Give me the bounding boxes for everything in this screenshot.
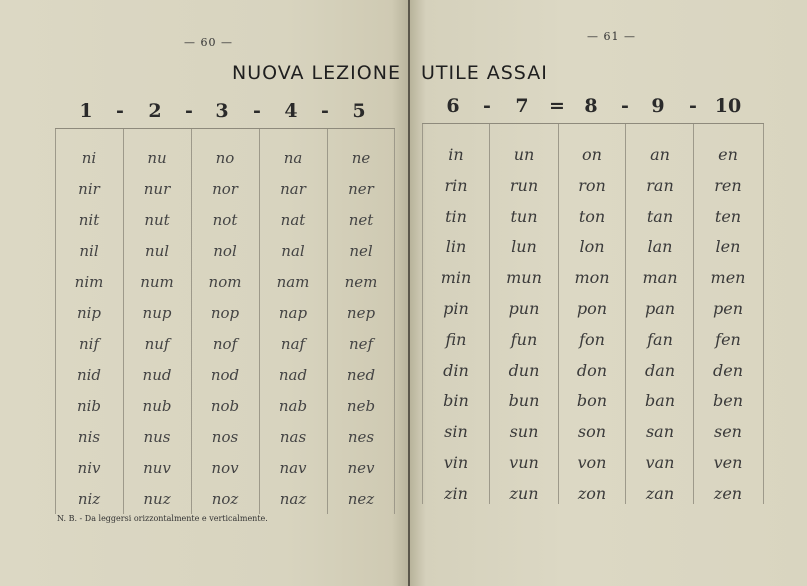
syllable-cell: nat (280, 211, 306, 229)
syllable-cell: nus (143, 428, 171, 446)
syllable-cell: nap (278, 304, 308, 322)
syllable-cell: bin (443, 391, 469, 411)
column-number: 7 (515, 95, 529, 117)
column-number: 3 (215, 100, 229, 122)
column-number: - (321, 100, 329, 122)
syllable-cell: den (712, 360, 743, 380)
syllable-cell: son (577, 422, 607, 442)
title-left: NUOVA LEZIONE (232, 62, 401, 84)
syllable-cell: nal (281, 242, 305, 260)
syllable-cell: sun (509, 422, 539, 442)
syllable-cell: ron (578, 175, 606, 195)
syllable-cell: nir (78, 180, 100, 198)
syllable-cell: ren (714, 175, 742, 195)
syllable-cell: dun (508, 360, 540, 380)
syllable-cell: nam (276, 273, 310, 291)
syllable-cell: lun (511, 237, 537, 257)
syllable-cell: pin (443, 299, 469, 318)
syllable-cell: nud (142, 366, 172, 384)
column-divider (191, 129, 192, 514)
column-divider (489, 124, 490, 504)
syllable-cell: von (577, 453, 607, 472)
syllable-cell: ni (81, 149, 97, 167)
syllable-cell: na (283, 149, 303, 167)
syllable-cell: ran (646, 175, 674, 195)
column-number: - (116, 100, 124, 122)
footnote: N. B. - Da leggersi orizzontalmente e verticalmente. (57, 514, 268, 523)
syllable-cell: fin (445, 329, 467, 349)
column-number: - (185, 100, 193, 122)
syllable-cell: neb (346, 397, 376, 415)
syllable-cell: on (582, 145, 602, 164)
syllable-cell: ten (714, 206, 742, 226)
syllable-table-left (55, 128, 395, 514)
syllable-cell: nev (347, 459, 375, 477)
syllable-cell: nor (212, 180, 238, 198)
syllable-cell: man (642, 268, 678, 288)
column-divider (123, 129, 124, 514)
syllable-cell: nur (143, 180, 171, 198)
syllable-cell: nep (346, 304, 376, 322)
syllable-cell: ven (713, 453, 743, 472)
syllable-cell: naf (280, 335, 306, 353)
column-divider (422, 124, 423, 504)
syllable-cell: nem (344, 273, 378, 291)
syllable-cell: nof (212, 335, 238, 353)
syllable-cell: rin (444, 175, 468, 195)
syllable-cell: fon (579, 329, 605, 349)
syllable-cell: nom (208, 273, 242, 291)
column-number: 4 (284, 100, 298, 122)
syllable-cell: nid (76, 366, 102, 384)
syllable-cell: tin (445, 206, 467, 226)
right-page (410, 0, 807, 586)
syllable-cell: nav (279, 459, 307, 477)
syllable-cell: bon (576, 391, 608, 411)
syllable-cell: run (509, 175, 539, 195)
syllable-cell: sin (444, 422, 468, 442)
column-divider (625, 124, 626, 504)
syllable-cell: naz (279, 490, 307, 508)
column-number: 6 (446, 95, 460, 117)
syllable-cell: nip (76, 304, 102, 322)
syllable-cell: ban (644, 391, 676, 411)
syllable-cell: zun (509, 483, 539, 503)
syllable-cell: pun (508, 299, 540, 318)
syllable-cell: ton (578, 206, 606, 226)
syllable-cell: nil (79, 242, 99, 260)
syllable-cell: ner (348, 180, 374, 198)
syllable-cell: not (212, 211, 238, 229)
syllable-cell: lan (647, 237, 673, 257)
syllable-cell: nad (278, 366, 308, 384)
syllable-cell: ben (712, 391, 743, 411)
syllable-cell: en (718, 145, 738, 164)
syllable-cell: niz (77, 490, 101, 508)
syllable-cell: fen (715, 329, 741, 349)
syllable-cell: nif (78, 335, 99, 353)
title-right: UTILE ASSAI (421, 62, 548, 84)
syllable-cell: nob (210, 397, 240, 415)
syllable-cell: nit (78, 211, 100, 229)
syllable-cell: nez (347, 490, 375, 508)
syllable-cell: nu (147, 149, 167, 167)
syllable-cell: sen (714, 422, 742, 442)
syllable-cell: in (448, 145, 464, 164)
syllable-cell: net (348, 211, 374, 229)
syllable-cell: nut (144, 211, 170, 229)
syllable-cell: ne (351, 149, 371, 167)
syllable-cell: un (513, 145, 535, 164)
syllable-cell: tun (510, 206, 538, 226)
column-number: = (549, 95, 565, 117)
syllable-cell: nab (278, 397, 308, 415)
syllable-cell: nar (280, 180, 306, 198)
syllable-cell: nes (347, 428, 375, 446)
syllable-cell: nod (210, 366, 240, 384)
column-number: 10 (714, 95, 742, 117)
column-divider (327, 129, 328, 514)
syllable-cell: mun (506, 268, 542, 288)
syllable-cell: ned (346, 366, 376, 384)
syllable-cell: nel (349, 242, 373, 260)
syllable-cell: dan (644, 360, 676, 380)
column-number: - (689, 95, 697, 117)
column-divider (693, 124, 694, 504)
syllable-cell: zen (713, 483, 743, 503)
column-divider (259, 129, 260, 514)
syllable-cell: lin (445, 237, 467, 257)
syllable-cell: zin (444, 483, 468, 503)
syllable-cell: nos (211, 428, 239, 446)
page-number-right: — 61 — (587, 30, 636, 43)
page-number-left: — 60 — (184, 36, 233, 49)
syllable-cell: num (140, 273, 174, 291)
column-number: 9 (651, 95, 665, 117)
syllable-cell: zan (645, 483, 675, 503)
syllable-cell: noz (211, 490, 239, 508)
syllable-cell: an (650, 145, 670, 164)
column-divider (55, 129, 56, 514)
column-number: 5 (352, 100, 366, 122)
syllable-cell: vun (509, 453, 539, 472)
syllable-table-right (422, 123, 764, 504)
syllable-cell: vin (443, 453, 469, 472)
syllable-cell: pan (644, 299, 676, 318)
syllable-cell: tan (646, 206, 674, 226)
syllable-cell: no (215, 149, 235, 167)
column-number: 8 (584, 95, 598, 117)
syllable-cell: fun (510, 329, 538, 349)
syllable-cell: nol (213, 242, 237, 260)
column-number: - (253, 100, 261, 122)
syllable-cell: nub (142, 397, 172, 415)
syllable-cell: men (710, 268, 746, 288)
column-divider (763, 124, 764, 504)
syllable-cell: don (576, 360, 608, 380)
syllable-cell: bun (508, 391, 540, 411)
syllable-cell: pen (712, 299, 743, 318)
syllable-cell: nef (348, 335, 374, 353)
column-divider (394, 129, 395, 514)
column-number: 2 (148, 100, 162, 122)
syllable-cell: min (440, 268, 472, 288)
syllable-cell: nup (142, 304, 172, 322)
syllable-cell: lon (579, 237, 605, 257)
syllable-cell: pon (576, 299, 608, 318)
syllable-cell: nul (144, 242, 170, 260)
syllable-cell: nov (211, 459, 239, 477)
syllable-cell: san (645, 422, 675, 442)
syllable-cell: van (645, 453, 675, 472)
syllable-cell: nuz (143, 490, 171, 508)
column-number: - (483, 95, 491, 117)
syllable-cell: fan (647, 329, 673, 349)
syllable-cell: nis (77, 428, 101, 446)
syllable-cell: nuf (144, 335, 170, 353)
syllable-cell: nim (74, 273, 104, 291)
syllable-cell: zon (577, 483, 607, 503)
column-divider (558, 124, 559, 504)
syllable-cell: niv (77, 459, 101, 477)
syllable-cell: din (443, 360, 469, 380)
syllable-cell: nop (210, 304, 240, 322)
syllable-cell: nib (76, 397, 102, 415)
syllable-cell: mon (574, 268, 610, 288)
column-number: 1 (79, 100, 93, 122)
syllable-cell: nuv (143, 459, 171, 477)
syllable-cell: nas (279, 428, 307, 446)
column-number: - (621, 95, 629, 117)
syllable-cell: len (715, 237, 741, 257)
